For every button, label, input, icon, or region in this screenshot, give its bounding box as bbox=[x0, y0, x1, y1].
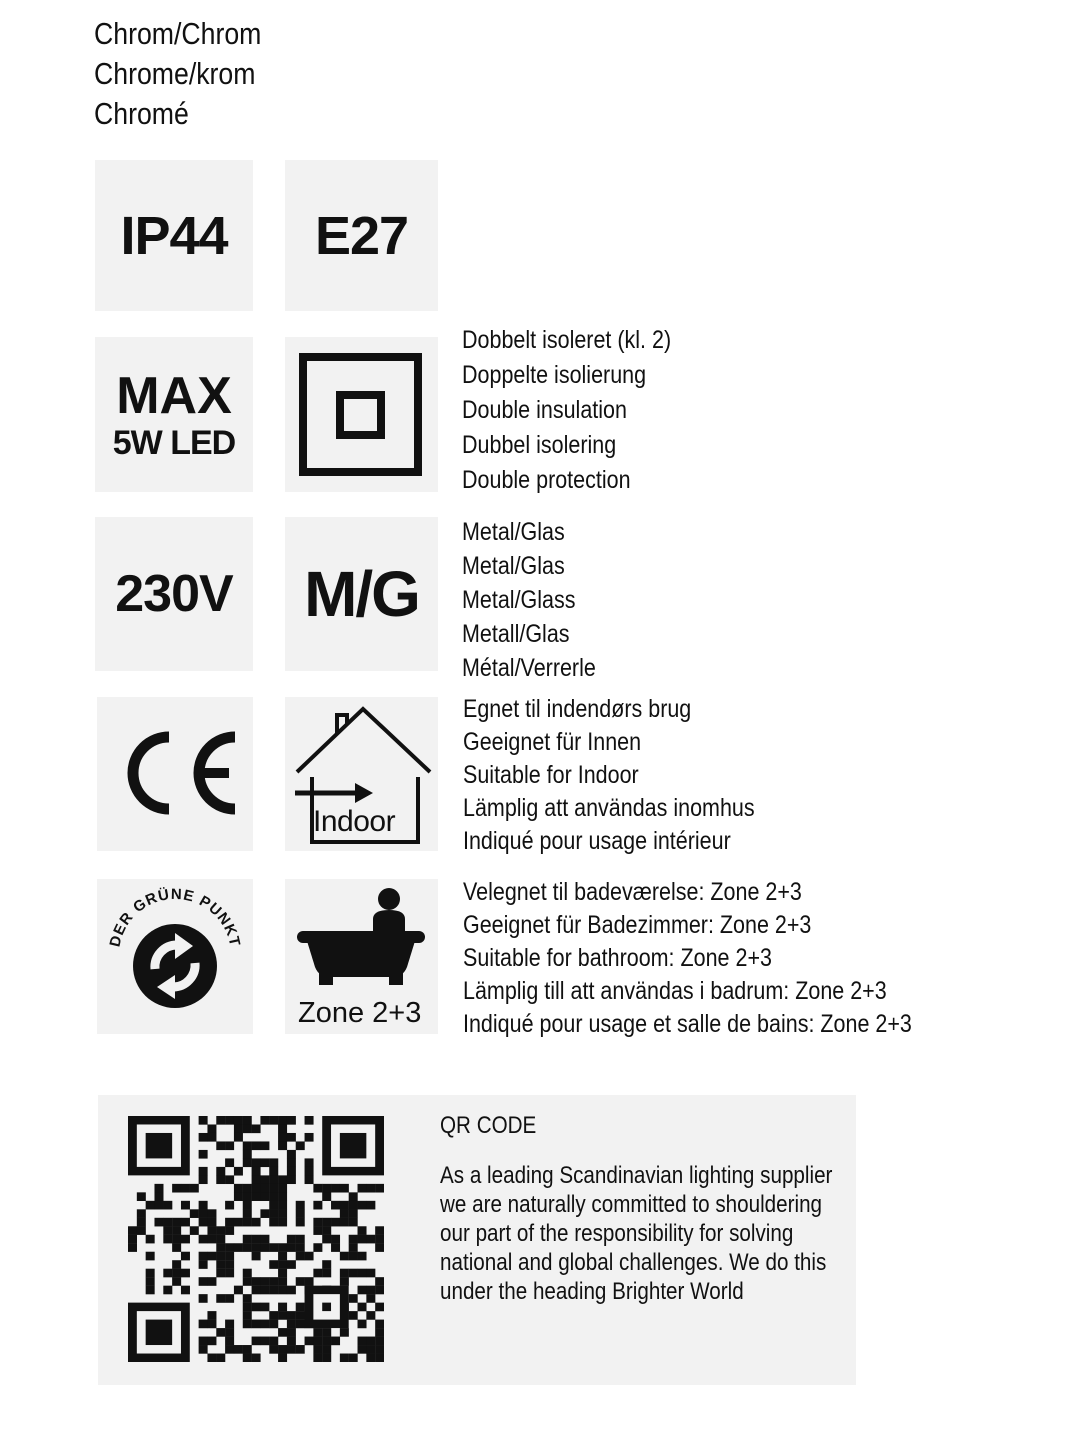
double-insulation-tile bbox=[285, 337, 438, 492]
finish-list bbox=[94, 14, 261, 134]
qr-body bbox=[440, 1161, 832, 1306]
indoor-description bbox=[463, 693, 755, 858]
socket-tile bbox=[285, 160, 438, 311]
max-wattage-tile bbox=[95, 337, 253, 492]
zone-label: Zone 2+3 bbox=[298, 997, 422, 1029]
ip-rating-tile bbox=[95, 160, 253, 311]
indoor-tile bbox=[285, 697, 438, 851]
ce-mark-tile bbox=[97, 697, 253, 851]
ip-rating-label: IP44 bbox=[120, 205, 228, 266]
desc-line: Suitable for bathroom: Zone 2+3 bbox=[463, 944, 772, 972]
qr-body-line: As a leading Scandinavian lighting supplier bbox=[440, 1162, 833, 1189]
qr-code-icon[interactable] bbox=[128, 1116, 384, 1362]
desc-line: Double protection bbox=[462, 466, 631, 494]
desc-line: Geeignet für Innen bbox=[463, 728, 642, 756]
desc-line: Double insulation bbox=[462, 396, 627, 424]
insulation-description bbox=[462, 323, 671, 498]
desc-line: Dubbel isolering bbox=[462, 431, 617, 459]
max-label: MAX bbox=[116, 366, 232, 425]
desc-line: Suitable for Indoor bbox=[463, 761, 639, 789]
desc-line: Lämplig att användas inomhus bbox=[463, 794, 755, 822]
desc-line: Lämplig till att användas i badrum: Zone 2+3 bbox=[463, 977, 887, 1005]
desc-line: Metall/Glas bbox=[462, 620, 570, 648]
voltage-tile bbox=[95, 517, 253, 671]
gruene-punkt-text: DER GRÜNE PUNKT bbox=[106, 885, 244, 949]
desc-line: Velegnet til badeværelse: Zone 2+3 bbox=[463, 878, 802, 906]
qr-body-line: our part of the responsibility for solving bbox=[440, 1220, 794, 1247]
finish-line: Chromé bbox=[94, 96, 189, 131]
material-tile bbox=[285, 517, 438, 671]
desc-line: Indiqué pour usage et salle de bains: Zone 2+3 bbox=[463, 1010, 912, 1038]
material-description bbox=[462, 515, 596, 685]
desc-line: Metal/Glas bbox=[462, 552, 565, 580]
finish-line: Chrome/krom bbox=[94, 56, 256, 91]
qr-body-line: national and global challenges. We do this bbox=[440, 1249, 827, 1276]
desc-line: Metal/Glas bbox=[462, 518, 565, 546]
max-wattage bbox=[112, 366, 236, 462]
material-code-label: M/G bbox=[304, 558, 419, 630]
indoor-label: Indoor bbox=[313, 805, 396, 838]
indoor-icon-wrap bbox=[285, 697, 438, 851]
wattage-label: 5W LED bbox=[112, 423, 236, 462]
qr-body-line: under the heading Brighter World bbox=[440, 1278, 744, 1305]
ce-mark-icon bbox=[97, 697, 253, 851]
bathroom-icon-wrap bbox=[285, 879, 438, 1034]
gruene-punkt-tile bbox=[97, 879, 253, 1034]
double-insulation-icon bbox=[285, 337, 438, 492]
desc-line: Doppelte isolierung bbox=[462, 361, 647, 389]
socket-label: E27 bbox=[314, 205, 409, 266]
desc-line: Geeignet für Badezimmer: Zone 2+3 bbox=[463, 911, 812, 939]
finish-line: Chrom/Chrom bbox=[94, 16, 262, 51]
qr-body-line: we are naturally committed to shouldering bbox=[440, 1191, 823, 1218]
gruene-punkt-icon bbox=[97, 879, 253, 1034]
bathroom-description bbox=[463, 876, 912, 1041]
desc-line: Dobbelt isoleret (kl. 2) bbox=[462, 326, 672, 354]
desc-line: Métal/Verrerle bbox=[462, 654, 596, 682]
voltage-label: 230V bbox=[115, 565, 233, 623]
qr-title: QR CODE bbox=[440, 1112, 537, 1139]
qr-text-block bbox=[440, 1111, 832, 1306]
bathroom-zone-tile bbox=[285, 879, 438, 1034]
desc-line: Indiqué pour usage intérieur bbox=[463, 827, 731, 855]
desc-line: Metal/Glass bbox=[462, 586, 576, 614]
desc-line: Egnet til indendørs brug bbox=[463, 695, 692, 723]
